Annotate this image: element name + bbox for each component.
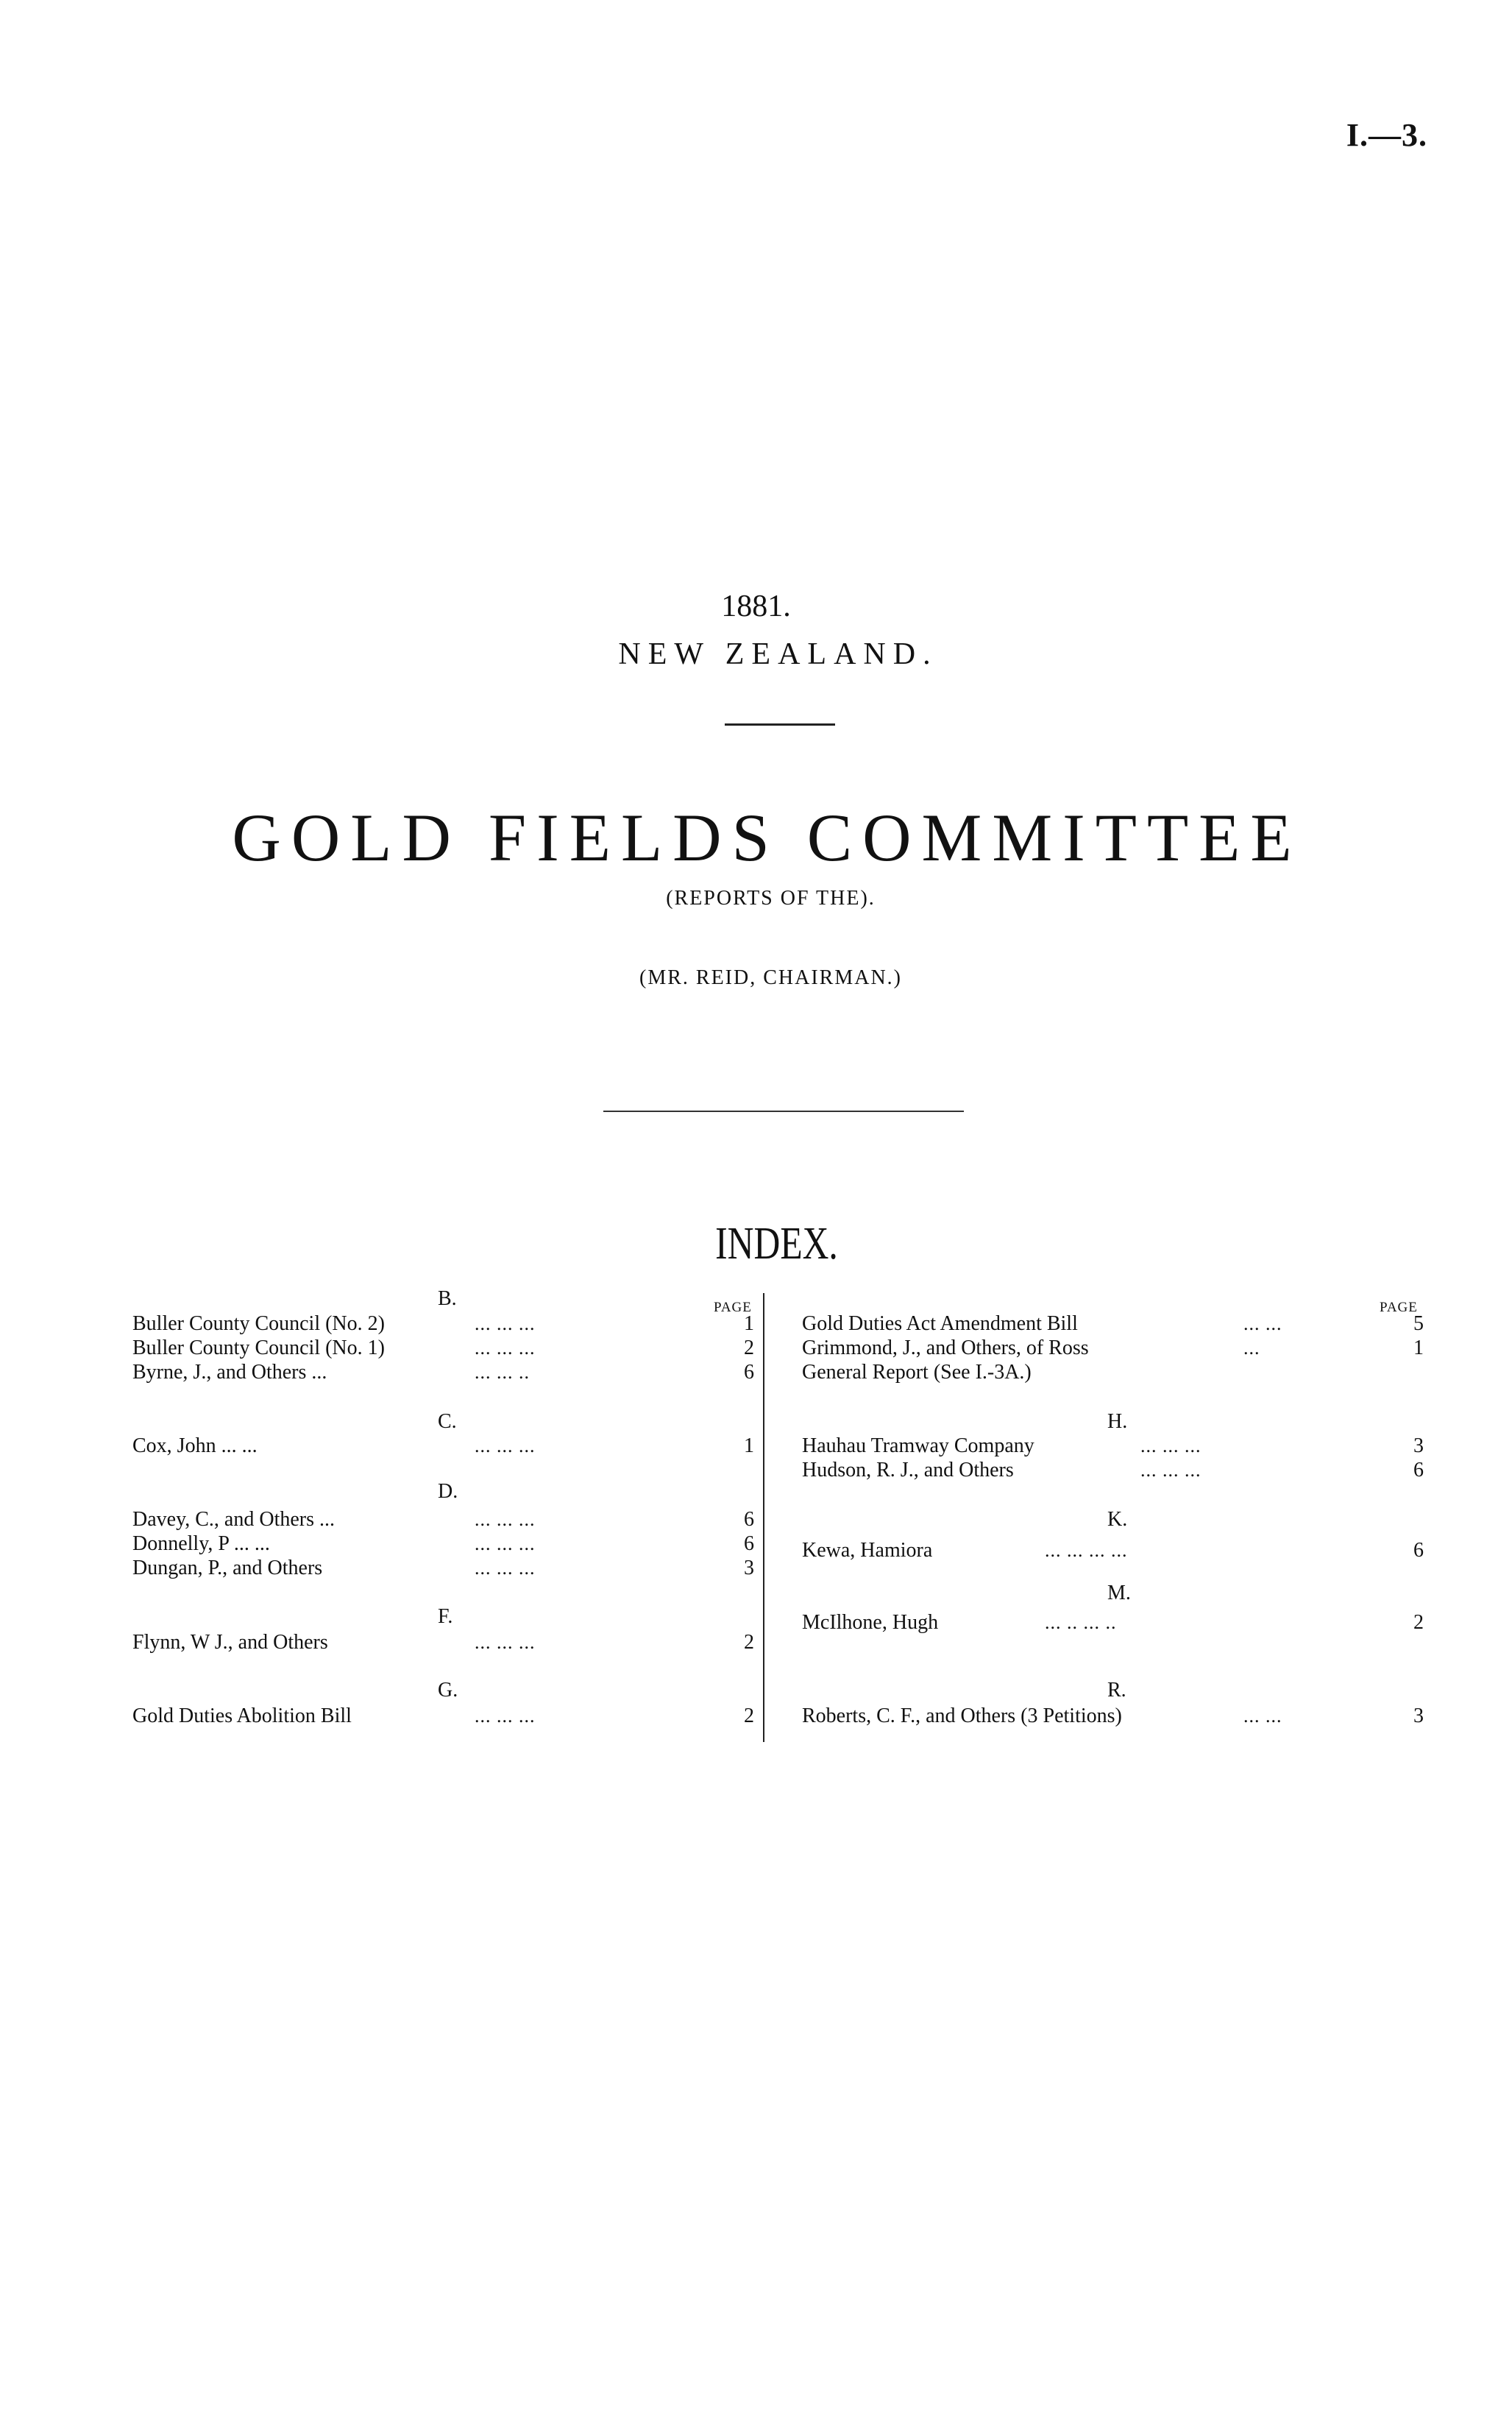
index-entry-name: McIlhone, Hugh <box>802 1611 939 1634</box>
index-entry-leaders: ... ... ... <box>475 1557 536 1579</box>
document-title: GOLD FIELDS COMMITTEE <box>232 800 1302 875</box>
index-entry-leaders: ... ... ... <box>1140 1459 1202 1481</box>
index-entry-page: 3 <box>1413 1704 1424 1727</box>
index-entry-leaders: ... ... ... <box>475 1435 536 1456</box>
page-column-header-right: PAGE <box>1380 1300 1418 1315</box>
index-entry-leaders: ... ... ... <box>475 1509 536 1530</box>
index-letter-f: F. <box>438 1605 453 1628</box>
index-entry-page: 2 <box>744 1704 754 1727</box>
page-column-header-left: PAGE <box>714 1300 752 1315</box>
index-entry-name: Gold Duties Act Amendment Bill <box>802 1312 1078 1335</box>
index-entry-name: Hudson, R. J., and Others <box>802 1459 1014 1481</box>
index-entry-name: Flynn, W J., and Others <box>132 1631 328 1654</box>
index-entry-page: 1 <box>744 1434 754 1457</box>
index-letter-r: R. <box>1107 1679 1126 1702</box>
index-entry-page: 1 <box>1413 1337 1424 1359</box>
index-letter-d: D. <box>438 1480 458 1503</box>
chairman-line: (MR. REID, CHAIRMAN.) <box>639 966 902 989</box>
index-entry-name: Byrne, J., and Others ... <box>132 1361 327 1384</box>
index-entry-name: Gold Duties Abolition Bill <box>132 1704 352 1727</box>
index-entry-name: Buller County Council (No. 2) <box>132 1312 385 1335</box>
index-letter-k: K. <box>1107 1508 1128 1531</box>
index-entry-page: 6 <box>744 1532 754 1555</box>
index-letter-g: G. <box>438 1679 458 1702</box>
short-divider-rule <box>725 723 835 726</box>
index-entry-leaders: ... ... .. <box>475 1362 530 1383</box>
column-divider <box>763 1293 764 1742</box>
index-entry-leaders: ... ... ... <box>475 1705 536 1727</box>
document-reference: I.—3. <box>1346 117 1427 153</box>
index-entry-leaders: ... ... <box>1243 1705 1282 1727</box>
index-entry-leaders: ... .. ... .. <box>1045 1612 1117 1633</box>
index-heading: INDEX. <box>715 1219 838 1269</box>
index-entry-name: General Report (See I.-3A.) <box>802 1361 1032 1384</box>
index-entry-page: 3 <box>1413 1434 1424 1457</box>
index-entry-name: Roberts, C. F., and Others (3 Petitions) <box>802 1704 1122 1727</box>
country-heading: NEW ZEALAND. <box>618 637 938 671</box>
index-entry-leaders: ... ... ... ... <box>1045 1540 1128 1561</box>
index-entry-page: 5 <box>1413 1312 1424 1335</box>
index-letter-m: M. <box>1107 1582 1131 1604</box>
index-entry-page: 2 <box>744 1337 754 1359</box>
index-entry-name: Buller County Council (No. 1) <box>132 1337 385 1359</box>
index-entry-leaders: ... ... ... <box>475 1632 536 1653</box>
index-entry-name: Davey, C., and Others ... <box>132 1508 336 1531</box>
index-entry-name: Hauhau Tramway Company <box>802 1434 1034 1457</box>
index-entry-name: Grimmond, J., and Others, of Ross <box>802 1337 1089 1359</box>
index-entry-name: Kewa, Hamiora <box>802 1539 933 1562</box>
index-entry-leaders: ... ... ... <box>475 1337 536 1359</box>
index-entry-page: 1 <box>744 1312 754 1335</box>
index-letter-h: H. <box>1107 1410 1128 1433</box>
index-entry-page: 6 <box>744 1361 754 1384</box>
index-entry-leaders: ... ... <box>1243 1313 1282 1334</box>
index-entry-page: 3 <box>744 1557 754 1579</box>
publication-year: 1881. <box>721 590 791 623</box>
index-entry-leaders: ... ... ... <box>1140 1435 1202 1456</box>
index-entry-name: Donnelly, P ... ... <box>132 1532 270 1555</box>
index-entry-name: Cox, John ... ... <box>132 1434 258 1457</box>
index-entry-leaders: ... ... ... <box>475 1313 536 1334</box>
index-entry-name: Dungan, P., and Others <box>132 1557 323 1579</box>
index-letter-b: B. <box>438 1287 457 1310</box>
index-entry-leaders: ... ... ... <box>475 1533 536 1554</box>
index-entry-leaders: ... <box>1243 1337 1260 1359</box>
index-entry-page: 6 <box>1413 1459 1424 1481</box>
document-subtitle: (REPORTS OF THE). <box>666 887 876 910</box>
long-divider-rule <box>603 1111 964 1112</box>
index-letter-c: C. <box>438 1410 457 1433</box>
index-entry-page: 6 <box>1413 1539 1424 1562</box>
index-entry-page: 2 <box>744 1631 754 1654</box>
index-entry-page: 6 <box>744 1508 754 1531</box>
index-entry-page: 2 <box>1413 1611 1424 1634</box>
